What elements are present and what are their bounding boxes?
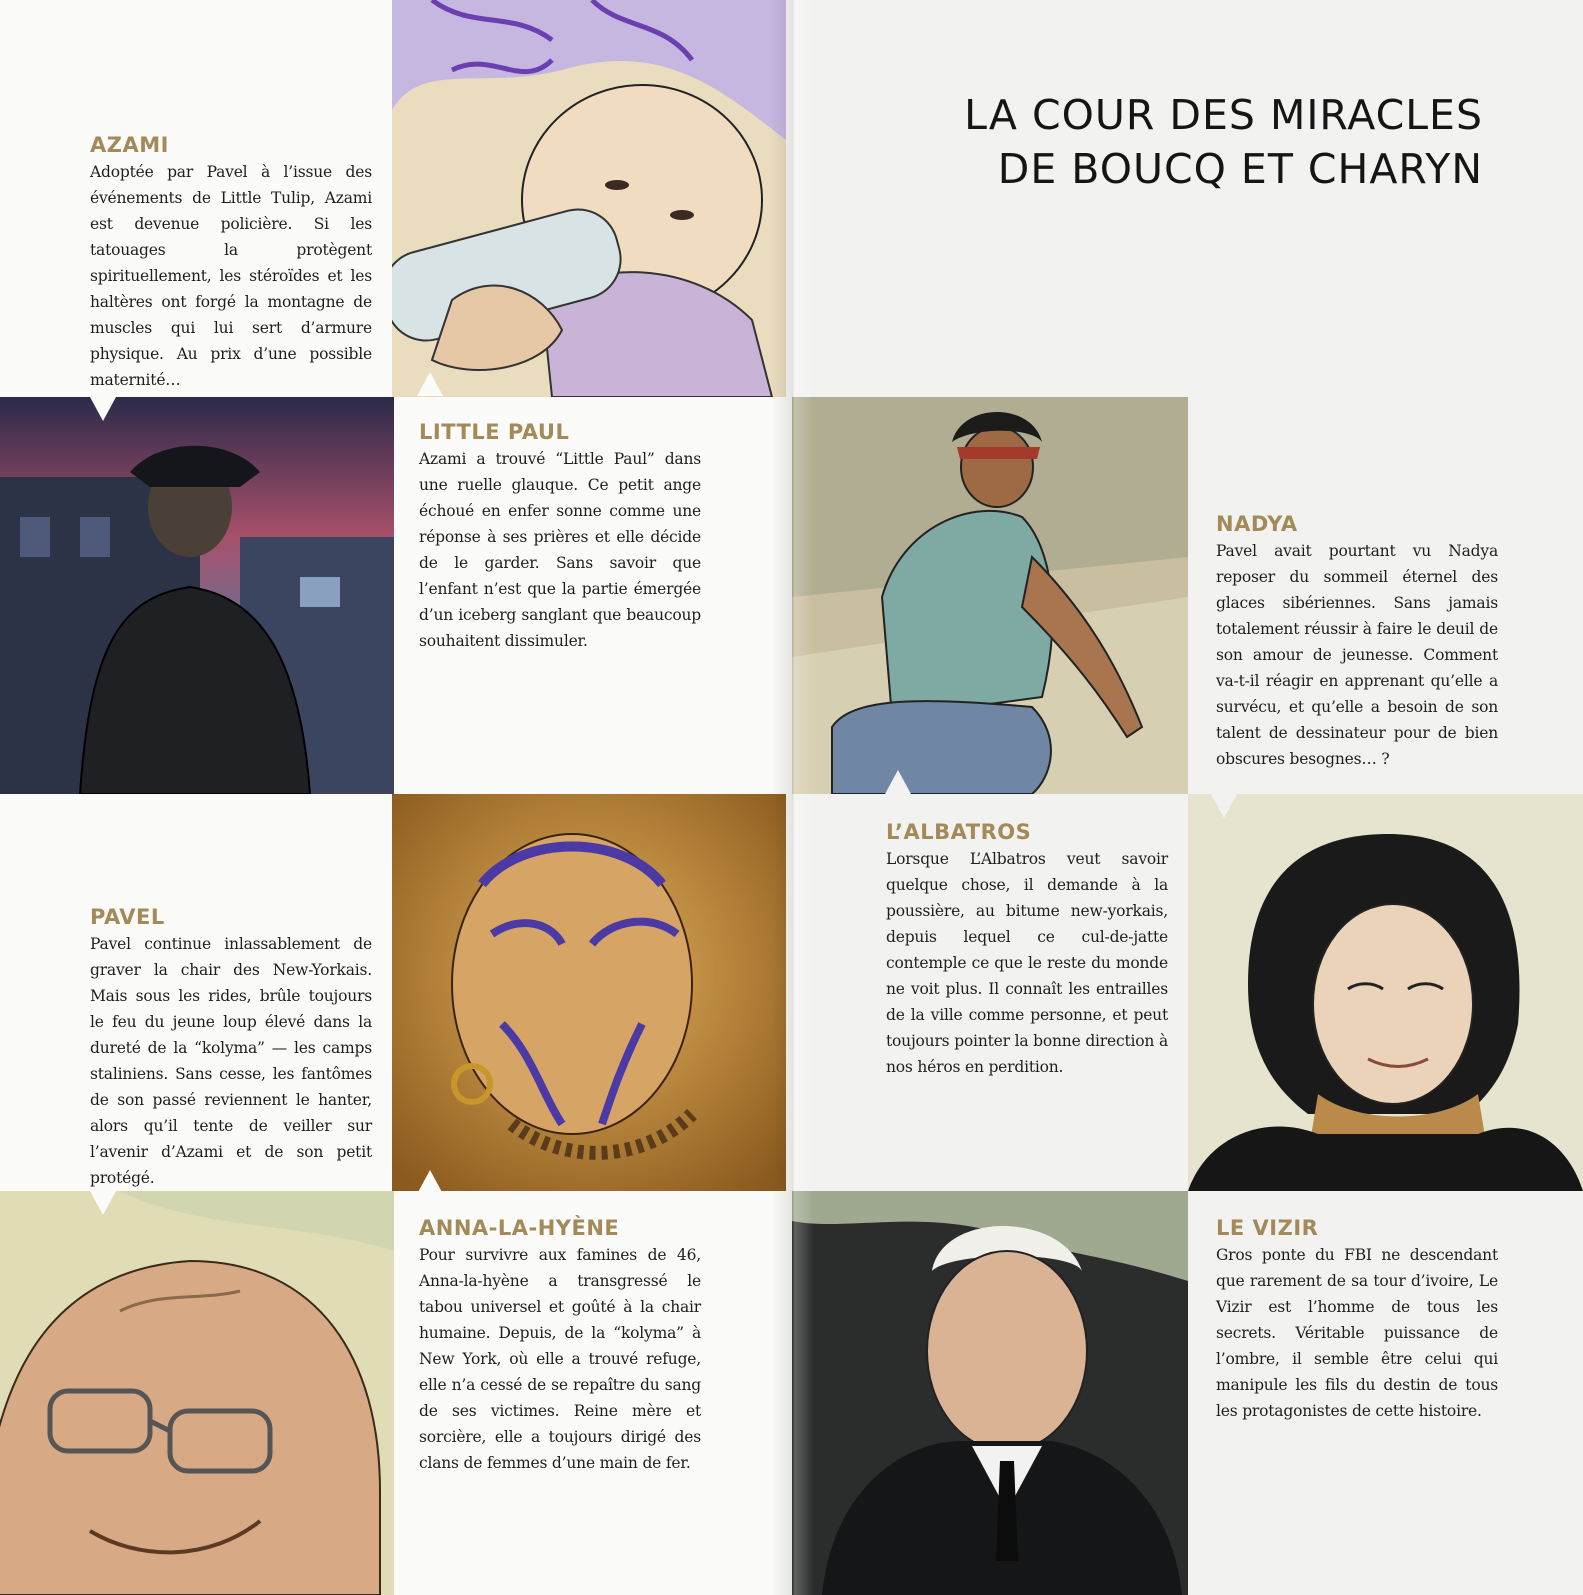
character-azami	[90, 133, 372, 393]
pointer-pavel	[90, 1191, 116, 1215]
little-paul-text: Azami a trouvé “Little Paul” dans une ruelle glauque. Ce petit ange échoué en enfer sonne comme une réponse à ses prières et elle décide de le garder. Sans savoir que l’enfant n’est que la partie émergée d’un iceberg sanglant que beaucoup souhaitent dissimuler.	[419, 450, 701, 650]
azami-name: AZAMI	[90, 133, 169, 157]
illustration-little-paul	[392, 0, 786, 397]
pointer-anna	[417, 1170, 443, 1194]
azami-text: Adoptée par Pavel à l’issue des événements de Little Tulip, Azami est devenue policière. Si les tatouages la protègent spirituellement, les stéroïdes et les haltères ont forgé la montagne de muscles qui lui sert d’armure physique. Au prix d’une possible maternité…	[90, 163, 372, 389]
title-line-2: DE BOUCQ ET CHARYN	[997, 145, 1483, 193]
illustration-albatros	[792, 397, 1188, 794]
albatros-name: L’ALBATROS	[886, 820, 1032, 844]
character-albatros	[886, 820, 1168, 1080]
nadya-name: NADYA	[1216, 512, 1298, 536]
illustration-nadya	[1188, 794, 1583, 1191]
illustration-anna	[392, 794, 786, 1191]
albatros-text: Lorsque L’Albatros veut savoir quelque chose, il demande à la poussière, au bitume new-yorkais, depuis lequel ce cul-de-jatte contemple ce que le reste du monde ne voit plus. Il connaît les entrailles de la ville comme personne, et peut toujours pointer la bonne direction à nos héros en perdition.	[886, 850, 1168, 1076]
pointer-albatros	[885, 770, 911, 794]
vizir-text: Gros ponte du FBI ne descendant que rarement de sa tour d’ivoire, Le Vizir est l’homme de tous les secrets. Véritable puissance de l’ombre, il semble être celui qui manipule les fils du destin de tous les protagonistes de cette histoire.	[1216, 1246, 1498, 1420]
anna-name: ANNA-LA-HYÈNE	[419, 1216, 620, 1240]
pavel-name: PAVEL	[90, 905, 165, 929]
anna-text: Pour survivre aux famines de 46, Anna-la-hyène a transgressé le tabou universel et goûté à la chair humaine. Depuis, de la “kolyma” à New York, où elle a trouvé refuge, elle n’a cessé de se repaître du sang de ses victimes. Reine mère et sorcière, elle a toujours dirigé des clans de femmes d’une main de fer.	[419, 1246, 701, 1472]
character-pavel	[90, 905, 372, 1191]
pointer-nadya	[1211, 794, 1237, 818]
page-title	[923, 88, 1483, 196]
character-little-paul	[419, 420, 701, 654]
nadya-text: Pavel avait pourtant vu Nadya reposer du sommeil éternel des glaces sibériennes. Sans jamais totalement réussir à faire le deuil de son amour de jeunesse. Comment va-t-il réagir en apprenant qu’elle a survécu, et qu’elle a besoin de son talent de dessinateur pour de bien obscures besognes… ?	[1216, 542, 1498, 768]
pointer-little-paul	[417, 372, 443, 396]
illustration-azami	[0, 397, 394, 794]
illustration-vizir	[792, 1191, 1188, 1595]
title-line-1: LA COUR DES MIRACLES	[964, 91, 1483, 139]
little-paul-name: LITTLE PAUL	[419, 420, 570, 444]
illustration-pavel	[0, 1191, 394, 1595]
character-anna	[419, 1216, 701, 1476]
character-nadya	[1216, 512, 1498, 772]
character-vizir	[1216, 1216, 1498, 1424]
pavel-text: Pavel continue inlassablement de graver la chair des New-Yorkais. Mais sous les rides, brûle toujours le feu du jeune loup élevé dans la dureté de la “kolyma” — les camps staliniens. Sans cesse, les fantômes de son passé reviennent le hanter, alors qu’il tente de veiller sur l’avenir d’Azami et de son petit protégé.	[90, 935, 372, 1187]
pointer-azami	[90, 397, 116, 421]
vizir-name: LE VIZIR	[1216, 1216, 1319, 1240]
